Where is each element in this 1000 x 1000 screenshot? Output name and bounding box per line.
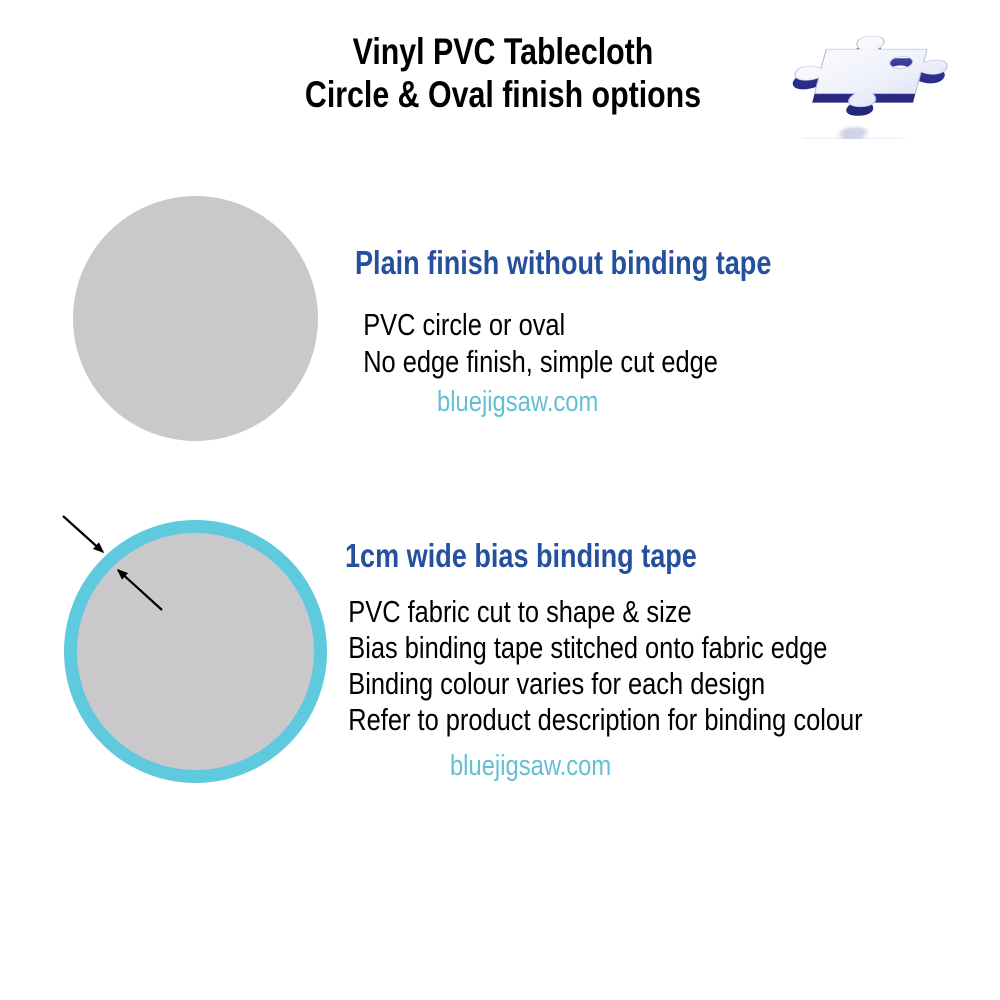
section-heading: Plain finish without binding tape <box>355 244 772 281</box>
body-line: No edge finish, simple cut edge <box>363 344 718 379</box>
page-title-line2: Circle & Oval finish options <box>304 74 702 115</box>
section-binding-tape <box>345 538 863 782</box>
body-line: PVC circle or oval <box>363 307 566 342</box>
arrow-to-inner-edge <box>118 570 162 610</box>
body-line: Binding colour varies for each design <box>348 666 766 701</box>
body-line: PVC fabric cut to shape & size <box>348 594 692 629</box>
jigsaw-puzzle-piece-icon <box>788 24 973 139</box>
website-text: bluejigsaw.com <box>449 750 612 782</box>
page-title <box>175 30 831 116</box>
page-title-line1: Vinyl PVC Tablecloth <box>352 31 654 72</box>
section-body <box>348 594 862 738</box>
section-plain-finish <box>355 245 771 418</box>
website-text: bluejigsaw.com <box>437 386 599 418</box>
section-body <box>363 306 771 380</box>
arrow-to-outer-edge <box>63 516 103 552</box>
bluejigsaw-logo <box>788 24 973 139</box>
section-heading: 1cm wide bias binding tape <box>345 537 697 574</box>
body-line: Bias binding tape stitched onto fabric edge <box>348 630 828 665</box>
tape-width-arrows <box>40 495 200 640</box>
plain-tablecloth-circle <box>73 196 318 441</box>
body-line: Refer to product description for binding colour <box>348 702 863 737</box>
